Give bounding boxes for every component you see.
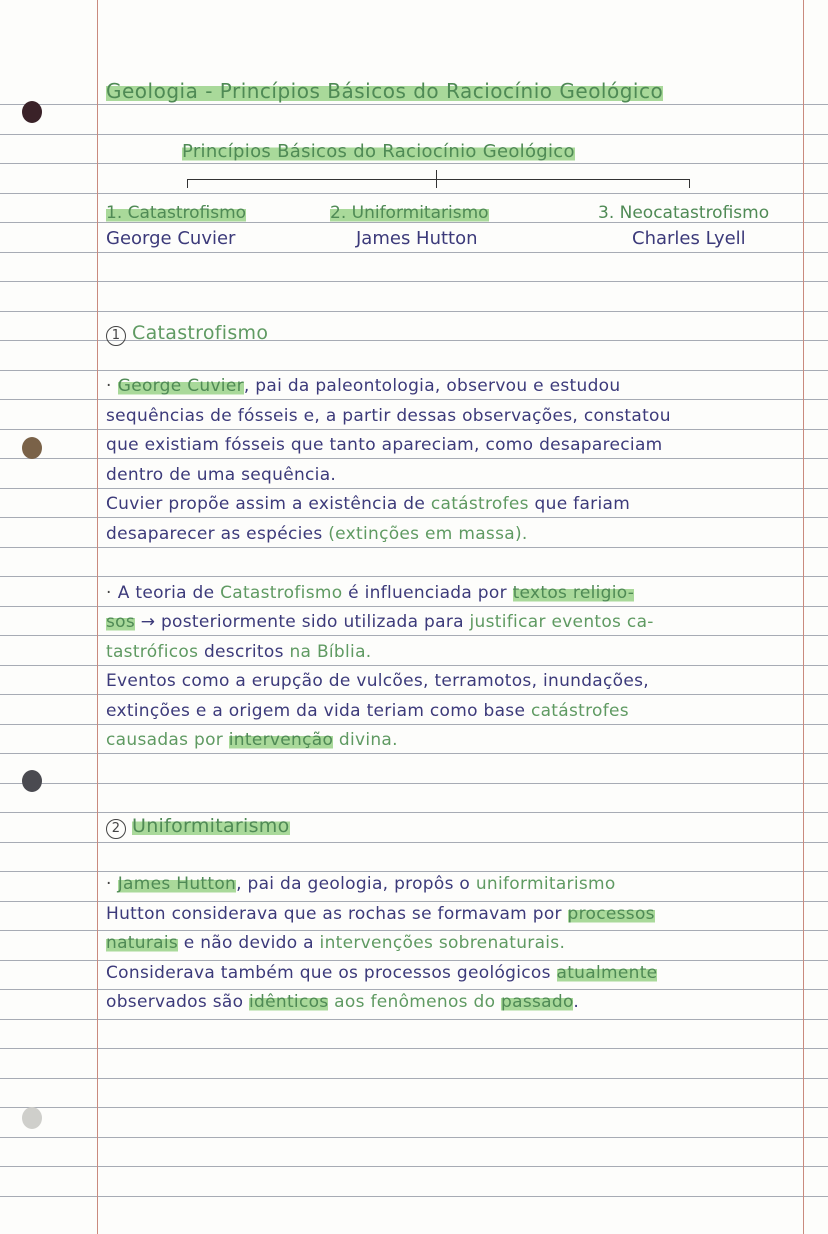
punch-hole xyxy=(22,437,42,459)
diagram-bracket-left xyxy=(187,179,188,188)
text-line xyxy=(106,523,798,545)
punch-hole xyxy=(22,1107,42,1129)
section-heading-text: Uniformitarismo xyxy=(132,815,290,837)
body-text: é influenciada por xyxy=(342,582,513,603)
ruled-line xyxy=(0,193,828,194)
highlighted-text: passado xyxy=(501,992,574,1012)
body-text: Considerava também que os processos geológicos xyxy=(106,962,557,983)
body-text: Hutton considerava que as rochas se formavam por xyxy=(106,903,568,924)
text-line xyxy=(106,903,798,925)
punch-hole xyxy=(22,770,42,792)
green-ink-text: catástrofes xyxy=(530,700,629,721)
ruled-line xyxy=(0,281,828,282)
ruled-line xyxy=(0,252,828,253)
diagram-root xyxy=(182,141,798,163)
ruled-line xyxy=(0,871,828,872)
branch-person: Charles Lyell xyxy=(632,228,746,249)
text-line xyxy=(106,962,798,984)
branch-label: 3. Neocatastrofismo xyxy=(598,203,770,223)
branch-neocatastrofismo xyxy=(598,202,769,250)
green-ink-text: (extinções em massa). xyxy=(328,523,528,544)
body-text: . xyxy=(573,992,580,1012)
green-ink-text: na Bíblia. xyxy=(289,641,372,662)
highlighted-text: textos religio- xyxy=(512,582,635,603)
green-ink-text: uniformitarismo xyxy=(475,874,616,894)
section-heading-catastrofismo xyxy=(106,322,798,346)
green-ink-text: causadas por xyxy=(106,730,229,750)
text-line xyxy=(106,700,798,722)
ruled-line xyxy=(0,1048,828,1049)
highlighted-text: processos xyxy=(567,903,655,924)
green-ink-text: justificar eventos ca- xyxy=(469,612,654,632)
ruled-line xyxy=(0,694,828,695)
diagram-bracket-right xyxy=(689,179,690,188)
ruled-line xyxy=(0,1019,828,1020)
branch-label: 1. Catastrofismo xyxy=(106,203,247,223)
ruled-line xyxy=(0,1196,828,1197)
highlighted-text: George Cuvier xyxy=(117,376,244,396)
bullet-dot: · xyxy=(106,376,112,396)
body-text: observados são xyxy=(106,992,250,1012)
body-text: Eventos como a erupção de vulcões, terramotos, inundações, xyxy=(106,671,649,691)
ruled-line xyxy=(0,1137,828,1138)
punch-hole xyxy=(22,101,42,123)
section-number-badge: 1 xyxy=(106,326,126,346)
green-ink-text: intervenções sobrenaturais. xyxy=(319,933,566,953)
branch-catastrofismo xyxy=(106,202,246,250)
diagram-bracket-line xyxy=(187,179,689,180)
ruled-line xyxy=(0,104,828,105)
ruled-line xyxy=(0,458,828,459)
ruled-line xyxy=(0,576,828,577)
ruled-line xyxy=(0,842,828,843)
text-line xyxy=(106,493,798,515)
ruled-line xyxy=(0,1166,828,1167)
text-line xyxy=(106,375,798,397)
highlighted-text: intervenção xyxy=(228,730,334,750)
left-margin-line xyxy=(97,0,98,1234)
text-line xyxy=(106,991,798,1013)
ruled-line xyxy=(0,753,828,754)
ruled-line xyxy=(0,163,828,164)
text-line xyxy=(106,464,798,486)
text-line xyxy=(106,405,798,427)
green-ink-text: aos fenômenos do xyxy=(328,992,502,1012)
text-line xyxy=(106,932,798,954)
ruled-line xyxy=(0,1078,828,1079)
ruled-line xyxy=(0,635,828,636)
ruled-line xyxy=(0,930,828,931)
ruled-line xyxy=(0,547,828,548)
green-ink-text: tastróficos xyxy=(106,641,199,662)
bullet-dot: · xyxy=(106,874,112,894)
body-text: que fariam xyxy=(528,494,631,514)
ruled-line xyxy=(0,429,828,430)
body-text: A teoria de xyxy=(117,582,221,603)
text-line xyxy=(106,641,798,663)
ruled-line xyxy=(0,311,828,312)
right-margin-line xyxy=(803,0,804,1234)
text-line xyxy=(106,582,798,604)
ruled-line xyxy=(0,606,828,607)
highlighted-text: sos xyxy=(106,612,136,632)
bullet-dot: · xyxy=(106,582,112,603)
section-heading-text: Catastrofismo xyxy=(132,322,269,344)
page-title-text: Geologia - Princípios Básicos do Raciocínio Geológico xyxy=(106,79,664,103)
text-line xyxy=(106,729,798,751)
text-line xyxy=(106,434,798,456)
green-ink-text: catástrofes xyxy=(430,494,529,514)
diagram-bracket-center xyxy=(436,170,437,188)
branch-person: James Hutton xyxy=(356,228,478,249)
section-number-badge: 2 xyxy=(106,819,126,839)
text-line xyxy=(106,611,798,633)
body-text: descritos xyxy=(198,641,290,662)
body-text: Cuvier propõe assim a existência de xyxy=(106,494,431,514)
body-text: que existiam fósseis que tanto apareciam, como desapareciam xyxy=(106,435,663,455)
text-line xyxy=(106,670,798,692)
ruled-line xyxy=(0,370,828,371)
ruled-line xyxy=(0,724,828,725)
ruled-line xyxy=(0,488,828,489)
body-text: e não devido a xyxy=(178,933,320,953)
ruled-line xyxy=(0,665,828,666)
body-text: sequências de fósseis e, a partir dessas observações, constatou xyxy=(106,405,671,426)
green-ink-text: Catastrofismo xyxy=(220,582,343,603)
ruled-line xyxy=(0,134,828,135)
highlighted-text: atualmente xyxy=(556,962,658,983)
branch-label: 2. Uniformitarismo xyxy=(330,203,489,223)
body-text: dentro de uma sequência. xyxy=(106,464,337,485)
ruled-line xyxy=(0,399,828,400)
body-text: → posteriormente sido utilizada para xyxy=(135,612,470,632)
ruled-line xyxy=(0,812,828,813)
diagram-root-text: Princípios Básicos do Raciocínio Geológico xyxy=(182,141,575,162)
body-text: , pai da geologia, propôs o xyxy=(236,874,476,894)
ruled-line xyxy=(0,1107,828,1108)
page-title xyxy=(106,80,798,102)
ruled-line xyxy=(0,517,828,518)
ruled-line xyxy=(0,783,828,784)
green-ink-text: divina. xyxy=(333,730,398,750)
body-text: extinções e a origem da vida teriam como base xyxy=(106,700,531,721)
highlighted-text: James Hutton xyxy=(117,874,237,894)
highlighted-text: idênticos xyxy=(249,992,329,1012)
body-text: desaparecer as espécies xyxy=(106,523,329,544)
branch-uniformitarismo xyxy=(330,202,489,250)
highlighted-text: naturais xyxy=(106,933,179,953)
ruled-line xyxy=(0,989,828,990)
body-text: , pai da paleontologia, observou e estudou xyxy=(243,376,621,396)
text-line xyxy=(106,873,798,895)
branch-person: George Cuvier xyxy=(106,228,236,249)
section-heading-uniformitarismo xyxy=(106,815,798,839)
